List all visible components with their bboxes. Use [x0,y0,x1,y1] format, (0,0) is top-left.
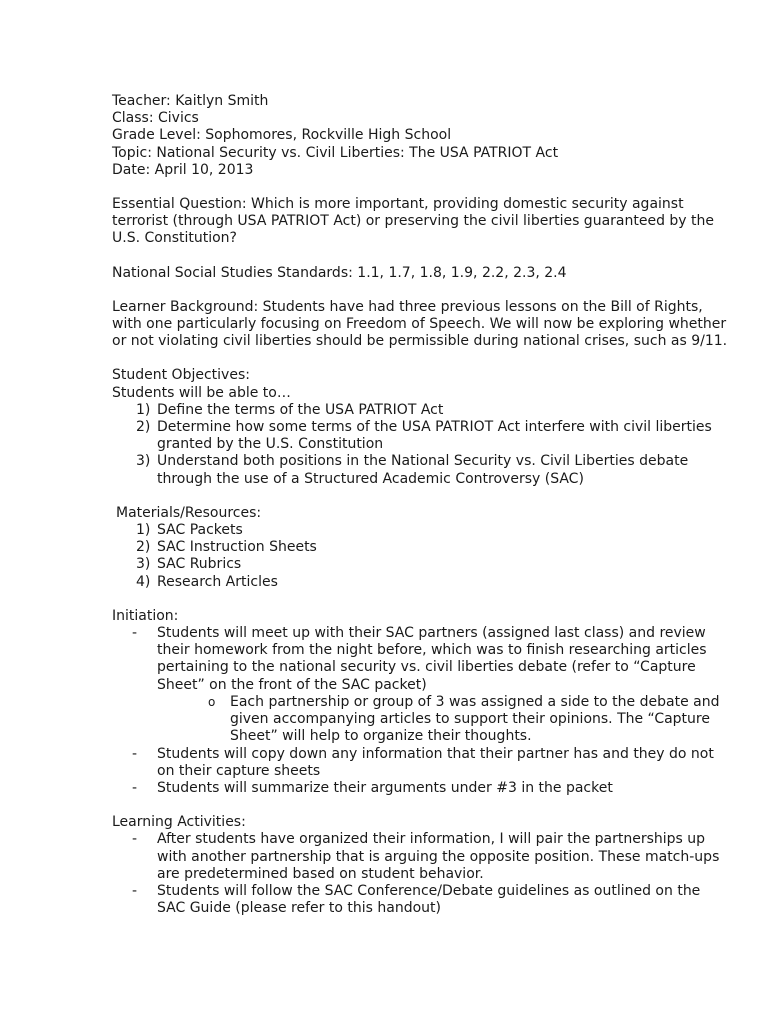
material-text: Research Articles [157,573,278,590]
dash-bullet: - [132,882,138,899]
learning-activity-text: are predetermined based on student behavior. [157,865,484,882]
grade-line: Grade Level: Sophomores, Rockville High School [112,127,452,144]
spacer [112,179,672,196]
objective-text: Determine how some terms of the USA PATRIOT Act interfere with civil liberties [157,419,712,436]
spacer [112,248,672,265]
spacer [112,488,672,505]
date-line: Date: April 10, 2013 [112,161,254,178]
material-item [112,539,672,556]
materials-heading: Materials/Resources: [116,504,262,521]
learner-background-line: or not violating civil liberties should be permissible during national crises, such as 9/11. [112,333,728,350]
objective-text: through the use of a Structured Academic Controversy (SAC) [157,470,584,487]
essential-question-line: terrorist (through USA PATRIOT Act) or preserving the civil liberties guaranteed by the [112,213,715,230]
student-objectives [112,367,712,487]
initiation-section [112,607,720,797]
dash-bullet: - [132,831,138,848]
learning-activities-section [112,814,720,917]
spacer [112,797,672,814]
initiation-subtext: given accompanying articles to support their opinions. The “Capture [230,711,710,728]
learning-activities-heading: Learning Activities: [112,814,246,831]
initiation-text: on their capture sheets [157,762,321,779]
standards-line: National Social Studies Standards: 1.1, 1.7, 1.8, 1.9, 2.2, 2.3, 2.4 [112,264,567,281]
material-text: SAC Instruction Sheets [157,539,317,556]
list-number: 3) [136,556,151,573]
essential-question [112,196,715,248]
learning-activity-text: SAC Guide (please refer to this handout) [157,900,441,917]
teacher-line: Teacher: Kaitlyn Smith [112,93,269,109]
material-text: SAC Packets [157,522,243,539]
circle-bullet: o [208,694,216,709]
initiation-text: their homework from the night before, which was to finish researching articles [157,642,707,659]
header-block [112,93,672,179]
initiation-heading: Initiation: [112,607,179,624]
objective-text: granted by the U.S. Constitution [157,436,384,453]
objective-item [112,419,712,453]
learner-background-line: Learner Background: Students have had three previous lessons on the Bill of Rights, [112,298,703,315]
initiation-text: Students will summarize their arguments under #3 in the packet [157,779,613,796]
learner-background-line: with one particularly focusing on Freedom of Speech. We will now be exploring whether [112,316,727,333]
initiation-text: Students will copy down any information that their partner has and they do not [157,745,714,762]
list-number: 1) [136,522,151,539]
learning-activity-text: with another partnership that is arguing the opposite position. These match-ups [157,848,720,865]
initiation-item [112,780,672,797]
objective-item [112,402,672,419]
objective-text: Understand both positions in the National Security vs. Civil Liberties debate [157,453,689,470]
initiation-subtext: Sheet” will help to organize their thoughts. [230,728,532,745]
learning-activity-item [112,882,701,917]
dash-bullet: - [132,625,138,642]
initiation-text: Sheet” on the front of the SAC packet) [157,676,427,693]
objectives-intro: Students will be able to… [112,384,291,401]
objectives-heading: Student Objectives: [112,367,250,384]
class-line: Class: Civics [112,110,199,127]
objective-text: Define the terms of the USA PATRIOT Act [157,401,444,418]
material-text: SAC Rubrics [157,556,242,573]
list-number: 4) [136,573,151,590]
spacer [112,350,672,367]
material-item [112,522,672,539]
initiation-text: Students will meet up with their SAC partners (assigned last class) and review [157,625,706,642]
initiation-item [112,745,714,780]
essential-question-line: U.S. Constitution? [112,230,237,247]
list-number: 3) [136,453,151,470]
material-item [112,574,672,591]
learning-activity-text: After students have organized their information, I will pair the partnerships up [157,831,706,848]
material-item [112,556,672,573]
initiation-subtext: Each partnership or group of 3 was assigned a side to the debate and [230,693,720,710]
initiation-subitem [112,693,720,746]
dash-bullet: - [132,779,138,796]
initiation-text: pertaining to the national security vs. civil liberties debate (refer to “Capture [157,659,696,676]
initiation-item [112,625,707,694]
list-number: 1) [136,401,151,418]
learner-background [112,298,728,351]
list-number: 2) [136,539,151,556]
dash-bullet: - [132,745,138,762]
list-number: 2) [136,419,151,436]
lesson-plan-page [112,93,728,917]
spacer [112,282,672,299]
essential-question-line: Essential Question: Which is more important, providing domestic security against [112,196,684,213]
objective-item [112,453,689,487]
materials-resources [112,505,672,591]
learning-activity-text: Students will follow the SAC Conference/Debate guidelines as outlined on the [157,882,701,899]
spacer [112,591,672,608]
learning-activity-item [112,831,720,883]
topic-line: Topic: National Security vs. Civil Liberties: The USA PATRIOT Act [112,144,559,161]
